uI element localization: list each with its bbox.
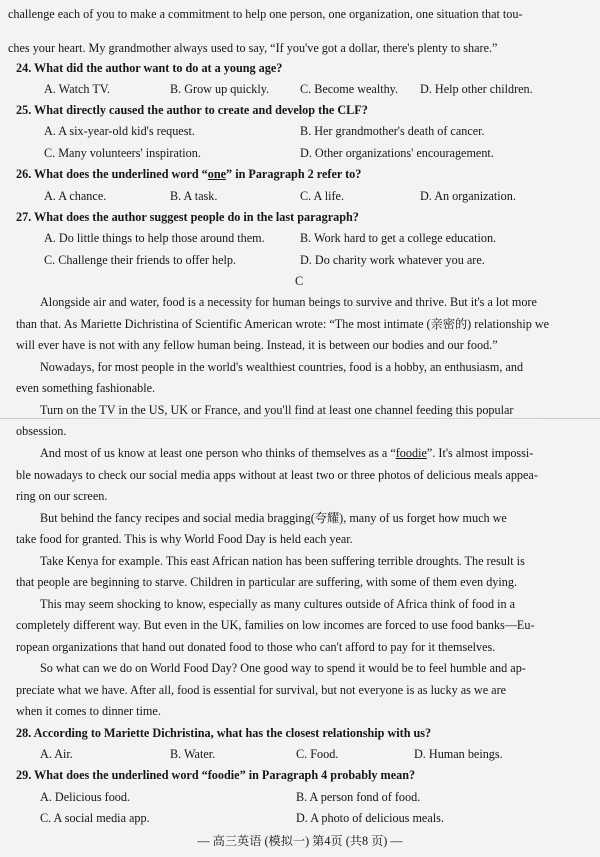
- passage-c-p3: obsession.: [16, 424, 67, 438]
- option-25c: C. Many volunteers' inspiration.: [44, 146, 201, 160]
- passage-c-p7: This may seem shocking to know, especially as many cultures outside of Africa think of food in a: [40, 597, 516, 611]
- passage-c-p1: than that. As Mariette Dichristina of Scientific American wrote: “The most intimate (亲密的) relationship we: [16, 317, 550, 331]
- passage-c-p1: Alongside air and water, food is a necessity for human beings to survive and thrive. But it's a lot more: [40, 295, 537, 309]
- section-c-heading: C: [295, 274, 304, 288]
- option-29a: A. Delicious food.: [40, 790, 131, 804]
- question-26-text: 26. What does the underlined word “: [16, 167, 208, 181]
- option-29b: B. A person fond of food.: [296, 790, 421, 804]
- passage-c-p7: ropean organizations that hand out donated food to those who can't afford to pay for it themselves.: [16, 640, 496, 654]
- option-27d: D. Do charity work whatever you are.: [300, 253, 485, 267]
- option-24d: D. Help other children.: [420, 82, 533, 96]
- underlined-word-one: one: [207, 167, 227, 181]
- option-29c: C. A social media app.: [40, 811, 150, 825]
- page-fold-line: [0, 418, 600, 419]
- option-29d: D. A photo of delicious meals.: [296, 811, 444, 825]
- passage-c-p4: ble nowadays to check our social media apps without at least two or three photos of delicious meals appea-: [16, 468, 538, 482]
- option-24a: A. Watch TV.: [44, 82, 111, 96]
- passage-c-p5: But behind the fancy recipes and social media bragging(夸耀), many of us forget how much we: [40, 511, 507, 525]
- passage-c-p4: ring on our screen.: [16, 489, 108, 503]
- option-24c: C. Become wealthy.: [300, 82, 399, 96]
- passage-c-p7: completely different way. But even in the UK, families on low incomes are forced to use food banks—Eu-: [16, 618, 535, 632]
- passage-c-p8: when it comes to dinner time.: [16, 704, 161, 718]
- option-25b: B. Her grandmother's death of cancer.: [300, 124, 485, 138]
- option-28d: D. Human beings.: [414, 747, 503, 761]
- option-27a: A. Do little things to help those around them.: [44, 231, 265, 245]
- question-28: 28. According to Mariette Dichristina, what has the closest relationship with us?: [16, 726, 432, 740]
- question-26: [16, 167, 361, 181]
- option-24b: B. Grow up quickly.: [170, 82, 270, 96]
- passage-c-p2: even something fashionable.: [16, 381, 156, 395]
- option-28b: B. Water.: [170, 747, 216, 761]
- question-25: 25. What directly caused the author to create and develop the CLF?: [16, 103, 368, 117]
- passage-c-p3: Turn on the TV in the US, UK or France, and you'll find at least one channel feeding this popular: [40, 403, 514, 417]
- question-27: 27. What does the author suggest people do in the last paragraph?: [16, 210, 359, 224]
- underlined-word-foodie: foodie: [395, 446, 427, 460]
- question-29: 29. What does the underlined word “foodie” in Paragraph 4 probably mean?: [16, 768, 416, 782]
- passage-c-p1: will ever have is not with any fellow human being. Instead, it is between our bodies and our food.”: [16, 338, 498, 352]
- passage-c-p6: that people are beginning to starve. Children in particular are suffering, with some of them even dying.: [16, 575, 518, 589]
- option-28a: A. Air.: [40, 747, 73, 761]
- option-26a: A. A chance.: [44, 189, 107, 203]
- question-26-text: ” in Paragraph 2 refer to?: [226, 167, 362, 181]
- passage-b-text: ches your heart. My grandmother always used to say, “If you've got a dollar, there's plenty to share.”: [8, 41, 498, 55]
- option-25a: A. A six-year-old kid's request.: [44, 124, 195, 138]
- passage-c-p4: [40, 446, 533, 460]
- question-24: 24. What did the author want to do at a young age?: [16, 61, 283, 75]
- option-27c: C. Challenge their friends to offer help.: [44, 253, 237, 267]
- passage-c-p8: preciate what we have. After all, food is essential for survival, but not everyone is as lucky as we are: [16, 683, 507, 697]
- passage-c-p6: Take Kenya for example. This east African nation has been suffering terrible droughts. The result is: [40, 554, 525, 568]
- option-27b: B. Work hard to get a college education.: [300, 231, 497, 245]
- option-28c: C. Food.: [296, 747, 339, 761]
- option-26b: B. A task.: [170, 189, 218, 203]
- passage-c-p4-text: ”. It's almost impossi-: [426, 446, 534, 460]
- passage-c-p4-text: And most of us know at least one person who thinks of themselves as a “: [40, 446, 396, 460]
- option-26c: C. A life.: [300, 189, 345, 203]
- page-footer: — 高三英语 (模拟一) 第4页 (共8 页) —: [197, 834, 403, 848]
- option-25d: D. Other organizations' encouragement.: [300, 146, 494, 160]
- passage-c-p8: So what can we do on World Food Day? One good way to spend it would be to feel humble and ap-: [40, 661, 526, 675]
- passage-c-p5: take food for granted. This is why World Food Day is held each year.: [16, 532, 353, 546]
- passage-b-text: challenge each of you to make a commitment to help one person, one organization, one situation that tou-: [8, 7, 523, 21]
- option-26d: D. An organization.: [420, 189, 516, 203]
- passage-c-p2: Nowadays, for most people in the world's wealthiest countries, food is a hobby, an enthusiasm, and: [40, 360, 524, 374]
